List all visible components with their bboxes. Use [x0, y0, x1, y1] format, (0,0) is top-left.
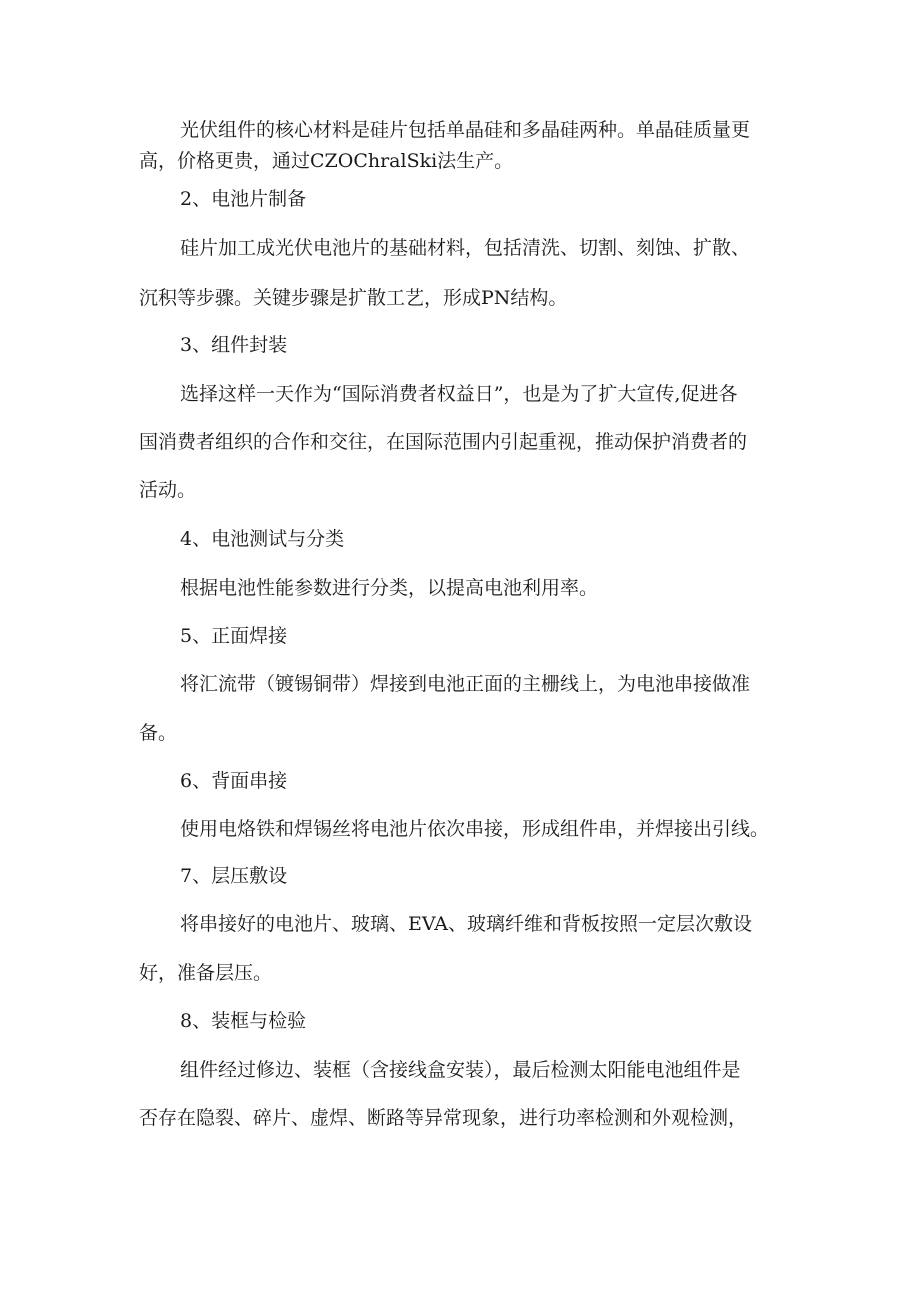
section-heading: 3、组件封装: [180, 334, 288, 356]
paragraph-line: 组件经过修边、装框（含接线盒安装），最后检测太阳能电池组件是: [180, 1059, 741, 1081]
paragraph-line: 将串接好的电池片、玻璃、EVA、玻璃纤维和背板按照一定层次敷设: [180, 913, 753, 935]
paragraph-line: 使用电烙铁和焊锡丝将电池片依次串接，形成组件串，并焊接出引线。: [180, 818, 770, 840]
paragraph-line: 硅片加工成光伏电池片的基础材料，包括清洗、切割、刻蚀、扩散、: [180, 237, 751, 259]
paragraph-line: 沉积等步骤。关键步骤是扩散工艺，形成PN结构。: [139, 287, 568, 309]
paragraph-line: 好，准备层压。: [139, 962, 273, 984]
section-heading: 4、电池测试与分类: [180, 528, 345, 550]
section-heading: 8、装框与检验: [180, 1010, 307, 1032]
section-heading: 6、背面串接: [180, 770, 288, 792]
paragraph-line: 选择这样一天作为“国际消费者权益日”，也是为了扩大宣传,促进各: [180, 383, 738, 405]
paragraph-line: 光伏组件的核心材料是硅片包括单晶硅和多晶硅两种。单晶硅质量更: [180, 119, 751, 141]
paragraph-line: 根据电池性能参数进行分类，以提高电池利用率。: [180, 577, 599, 599]
paragraph-line: 活动。: [139, 479, 197, 501]
section-heading: 2、电池片制备: [180, 188, 307, 210]
paragraph-line: 否存在隐裂、碎片、虚焊、断路等异常现象，进行功率检测和外观检测，: [139, 1107, 748, 1129]
paragraph-line: 将汇流带（镀锡铜带）焊接到电池正面的主栅线上，为电池串接做准: [180, 673, 751, 695]
paragraph-line: 备。: [139, 722, 178, 744]
paragraph-line: 高，价格更贵，通过CZOChralSki法生产。: [139, 150, 514, 172]
section-heading: 7、层压敷设: [180, 865, 288, 887]
section-heading: 5、正面焊接: [180, 625, 288, 647]
paragraph-line: 国消费者组织的合作和交往，在国际范围内引起重视，推动保护消费者的: [139, 431, 748, 453]
